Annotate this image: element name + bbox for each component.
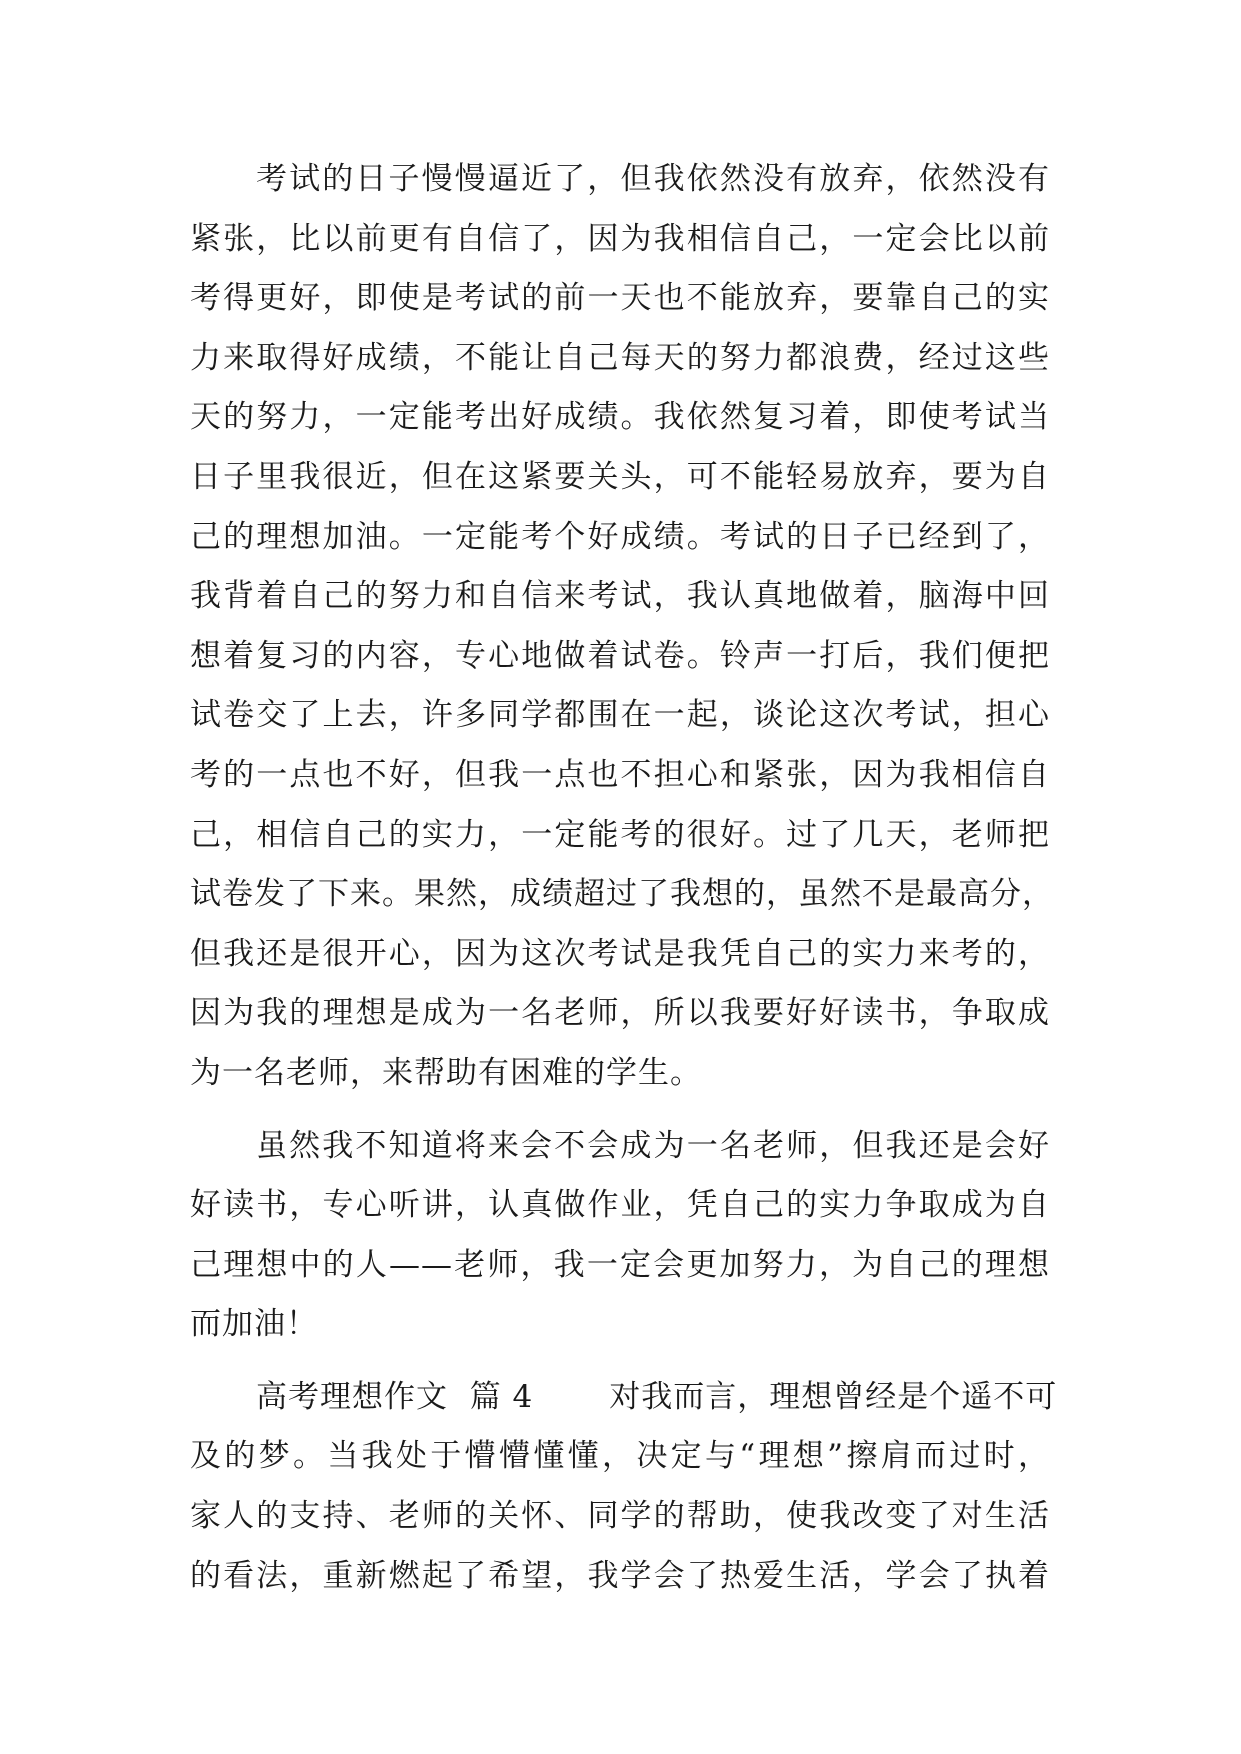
paragraph <box>190 150 1054 1104</box>
paragraph-spacing <box>190 1104 1050 1117</box>
text-line: 及的梦。当我处于懵懵懂懂，决定与“理想”擦肩而过时， <box>190 1438 1050 1475</box>
text-line: 日子里我很近，但在这紧要关头，可不能轻易放弃，要为自 <box>190 458 1050 495</box>
text-line: 天的努力，一定能考出好成绩。我依然复习着，即使考试当 <box>190 399 1050 436</box>
text-line: 而加油！ <box>190 1306 318 1343</box>
text-line: 虽然我不知道将来会不会成为一名老师，但我还是会好 <box>256 1127 1050 1164</box>
text-line: 紧张，比以前更有自信了，因为我相信自己，一定会比以前 <box>190 220 1050 257</box>
text-line: 我背着自己的努力和自信来考试，我认真地做着，脑海中回 <box>190 578 1050 615</box>
text-line: 想着复习的内容，专心地做着试卷。铃声一打后，我们便把 <box>190 637 1050 674</box>
paragraph <box>190 1368 1058 1606</box>
paragraph-spacing <box>190 1355 1050 1368</box>
text-line: 为一名老师，来帮助有困难的学生。 <box>190 1054 702 1091</box>
text-line: 试卷发了下来。果然，成绩超过了我想的，虽然不是最高分， <box>190 876 1054 913</box>
text-line: 好读书，专心听讲，认真做作业，凭自己的实力争取成为自 <box>190 1187 1050 1224</box>
text-line: 的看法，重新燃起了希望，我学会了热爱生活，学会了执着 <box>190 1557 1050 1594</box>
text-line: 考试的日子慢慢逼近了，但我依然没有放弃，依然没有 <box>256 161 1050 197</box>
text-line: 考的一点也不好，但我一点也不担心和紧张，因为我相信自 <box>190 756 1050 793</box>
text-line: 因为我的理想是成为一名老师，所以我要好好读书，争取成 <box>190 995 1050 1032</box>
text-line: 高考理想作文 篇 4 对我而言，理想曾经是个遥不可 <box>256 1378 1058 1415</box>
document-body <box>190 150 1058 1606</box>
text-line: 试卷交了上去，许多同学都围在一起，谈论这次考试，担心 <box>190 697 1050 734</box>
text-line: 力来取得好成绩，不能让自己每天的努力都浪费，经过这些 <box>190 339 1050 376</box>
text-line: 己，相信自己的实力，一定能考的很好。过了几天，老师把 <box>190 816 1050 853</box>
text-line: 考得更好，即使是考试的前一天也不能放弃，要靠自己的实 <box>190 280 1050 317</box>
text-line: 己的理想加油。一定能考个好成绩。考试的日子已经到了， <box>190 518 1050 555</box>
text-line: 己理想中的人——老师，我一定会更加努力，为自己的理想 <box>190 1246 1050 1283</box>
text-line: 家人的支持、老师的关怀、同学的帮助，使我改变了对生活 <box>190 1498 1050 1535</box>
paragraph <box>190 1117 1050 1355</box>
text-line: 但我还是很开心，因为这次考试是我凭自己的实力来考的， <box>190 935 1050 972</box>
